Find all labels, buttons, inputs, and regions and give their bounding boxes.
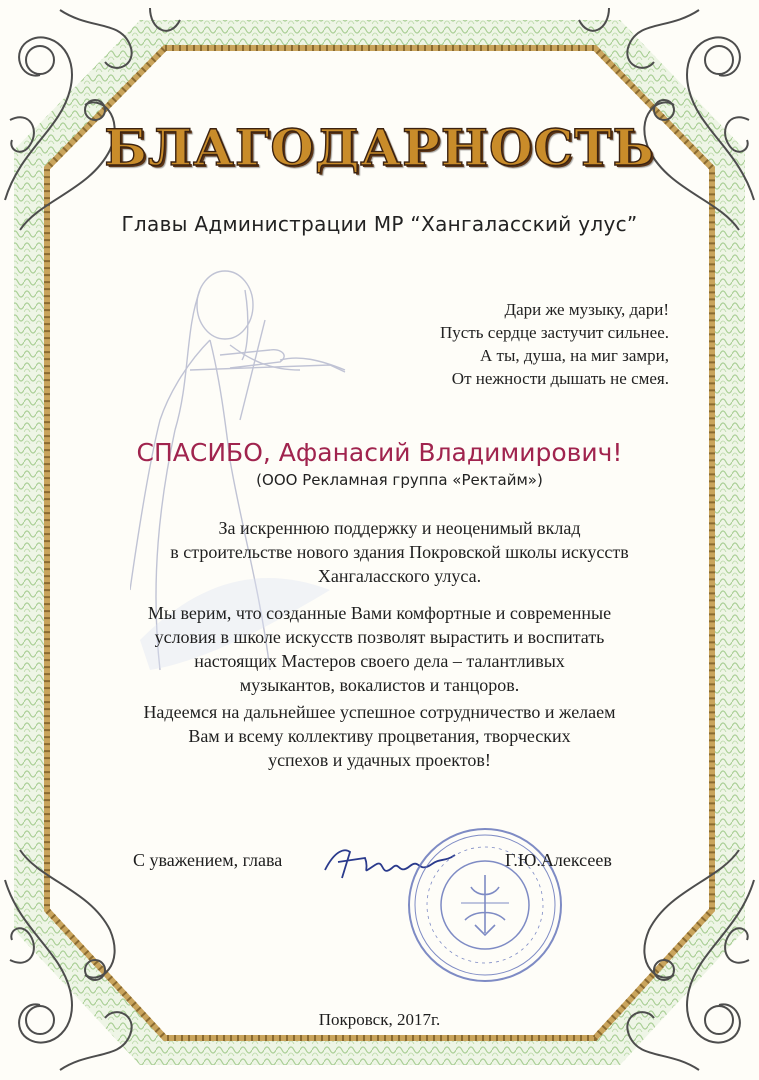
- paragraph-belief: [95, 601, 664, 697]
- signatory-name: Г.Ю.Алексеев: [505, 850, 612, 870]
- text-line: успехов и удачных проектов!: [268, 750, 491, 770]
- text-line: Хангаласского улуса.: [317, 566, 482, 586]
- paragraph-gratitude: [120, 516, 679, 588]
- poem-line: От нежности дышать не смея.: [451, 369, 669, 388]
- text-line: За искреннюю поддержку и неоценимый вклад: [218, 518, 581, 538]
- poem-line: Пусть сердце застучит сильнее.: [439, 323, 669, 342]
- recipient-organization: (ООО Рекламная группа «Ректайм»): [256, 471, 543, 489]
- recipient-thanks: СПАСИБО, Афанасий Владимирович!: [136, 438, 623, 467]
- document-title: БЛАГОДАРНОСТЬ: [104, 118, 655, 177]
- paragraph-wishes: [95, 700, 664, 772]
- text-line: настоящих Мастеров своего дела – талантливых: [194, 651, 565, 671]
- text-line: Мы верим, что созданные Вами комфортные и современные: [147, 603, 612, 623]
- text-line: условия в школе искусств позволят вырастить и воспитать: [154, 627, 605, 647]
- text-line: Надеемся на дальнейшее успешное сотрудничество и желаем: [143, 702, 616, 722]
- issuer-line: Главы Администрации МР “Хангаласский улус”: [121, 212, 638, 236]
- text-line: Вам и всему коллективу процветания, творческих: [188, 726, 571, 746]
- text-line: в строительстве нового здания Покровской школы искусств: [170, 542, 629, 562]
- place-and-date: Покровск, 2017г.: [318, 1010, 441, 1029]
- signature-label: С уважением, глава: [133, 850, 283, 870]
- poem-line: А ты, душа, на миг замри,: [479, 346, 669, 365]
- text-line: музыкантов, вокалистов и танцоров.: [239, 675, 520, 695]
- official-stamp-icon: [405, 825, 565, 985]
- poem-line: Дари же музыку, дари!: [504, 300, 669, 319]
- poem: [349, 298, 669, 390]
